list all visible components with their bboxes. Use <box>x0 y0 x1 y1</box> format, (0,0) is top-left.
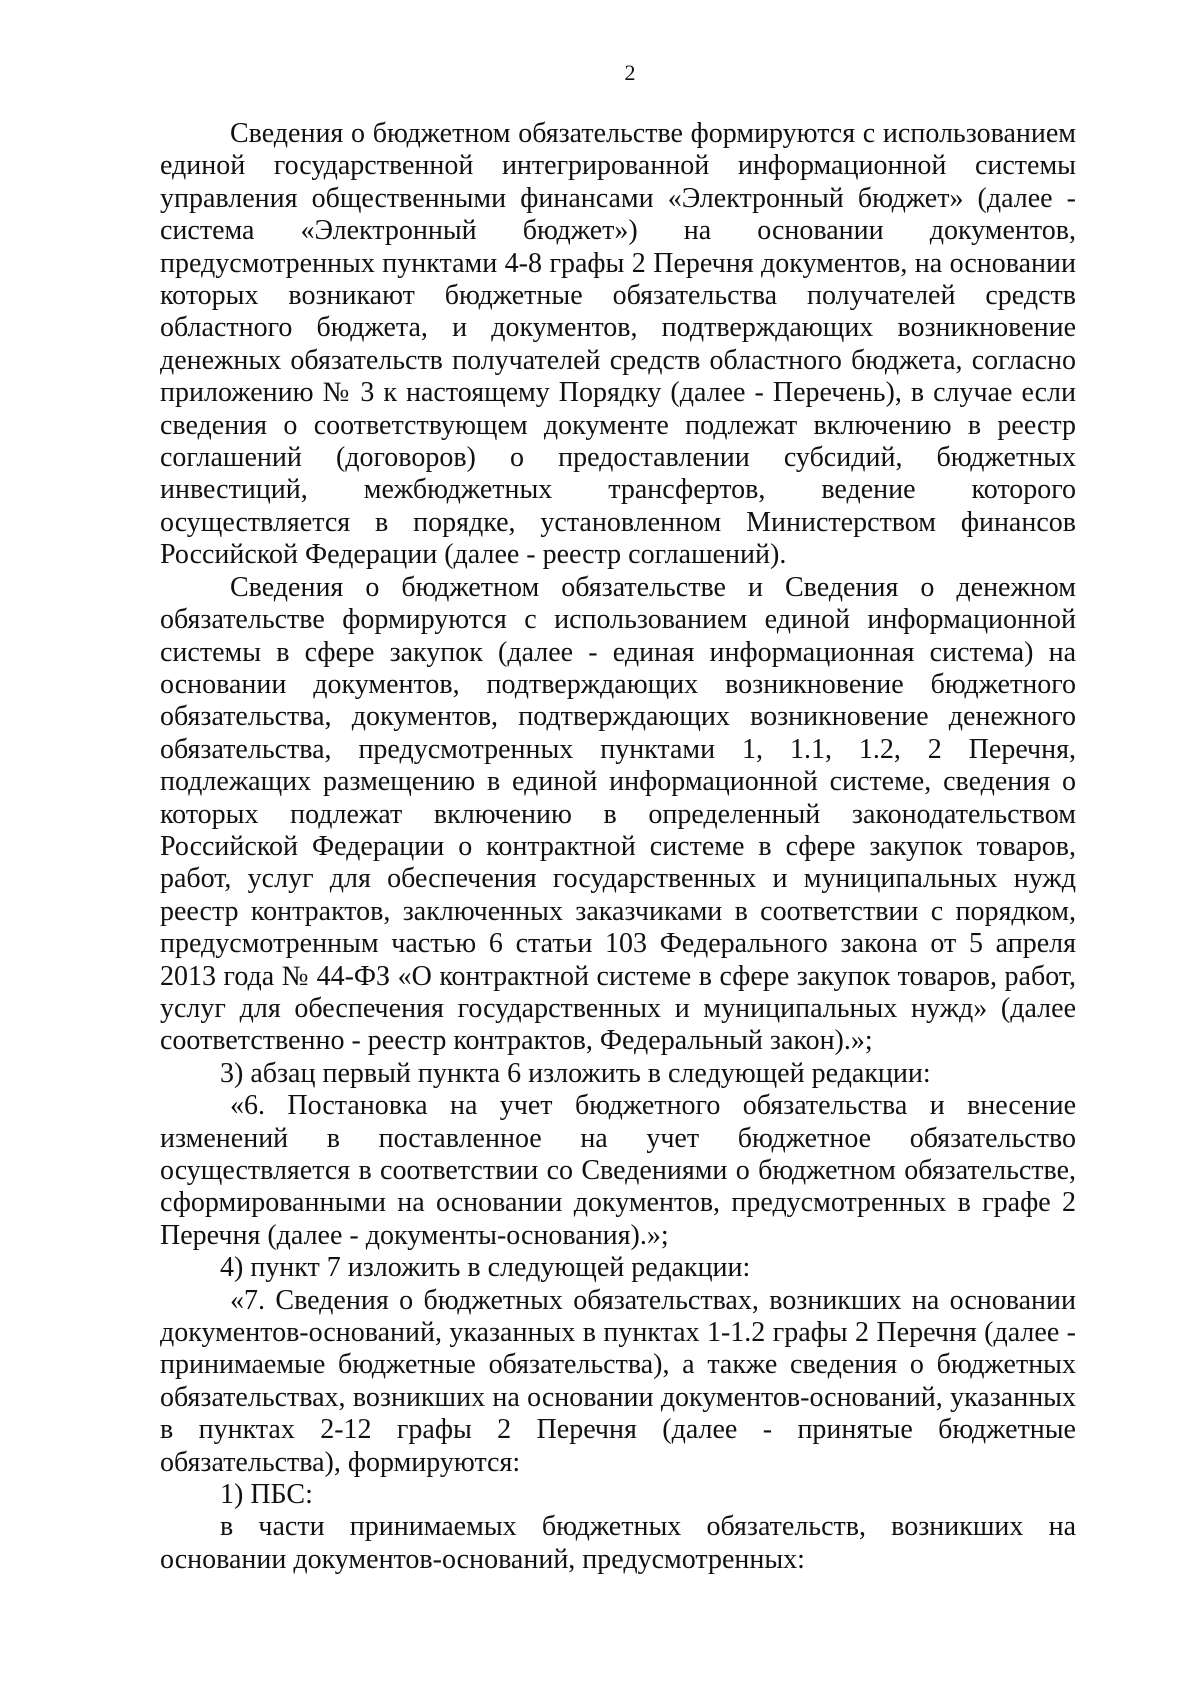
document-body <box>160 118 1076 1576</box>
paragraph-amendment-4: 4) пункт 7 изложить в следующей редакции: <box>220 1252 751 1284</box>
paragraph-pbs-part: в части принимаемых бюджетных обязательств, возникших на основании документов-оснований, предусмотренных: <box>160 1511 1076 1575</box>
paragraph-monetary-obligation-info: Сведения о бюджетном обязательстве и Сведения о денежном обязательстве формируются с использованием единой информационной системы в сфере закупок (далее - единая информационная система) на основании документов, подтверждающих возникновение бюджетного обязательства, документов, подтверждающих возникновение денежного обязательства, предусмотренных пунктами 1, 1.1, 1.2, 2 Перечня, подлежащих размещению в единой информационной системе, сведения о которых подлежат включению в определенный законодательством Российской Федерации о контрактной системе в сфере закупок товаров, работ, услуг для обеспечения государственных и муниципальных нужд реестр контрактов, заключенных заказчиками в соответствии с порядком, предусмотренным частью 6 статьи 103 Федерального закона от 5 апреля 2013 года № 44-ФЗ «О контрактной системе в сфере закупок товаров, работ, услуг для обеспечения государственных и муниципальных нужд» (далее соответственно - реестр контрактов, Федеральный закон).»; <box>160 571 1076 1057</box>
paragraph-item-7: «7. Сведения о бюджетных обязательствах, возникших на основании документов-оснований, указанных в пунктах 1-1.2 графы 2 Перечня (далее - принимаемые бюджетные обязательства), а также сведения о бюджетных обязательствах, возникших на основании документов-оснований, указанных в пунктах 2-12 графы 2 Перечня (далее - принятые бюджетные обязательства), формируются: <box>160 1284 1076 1478</box>
paragraph-item-6: «6. Постановка на учет бюджетного обязательства и внесение изменений в поставленное на учет бюджетное обязательство осуществляется в соответствии со Сведениями о бюджетном обязательстве, сформированными на основании документов, предусмотренных в графе 2 Перечня (далее - документы-основания).»; <box>160 1090 1076 1251</box>
paragraph-subitem-pbs: 1) ПБС: <box>220 1479 313 1511</box>
paragraph-budget-obligation-info: Сведения о бюджетном обязательстве формируются с использованием единой государственной интегрированной информационной системы управления общественными финансами «Электронный бюджет» (далее - система «Электронный бюджет») на основании документов, предусмотренных пунктами 4-8 графы 2 Перечня документов, на основании которых возникают бюджетные обязательства получателей средств областного бюджета, и документов, подтверждающих возникновение денежных обязательств получателей средств областного бюджета, согласно приложению № 3 к настоящему Порядку (далее - Перечень), в случае если сведения о соответствующем документе подлежат включению в реестр соглашений (договоров) о предоставлении субсидий, бюджетных инвестиций, межбюджетных трансфертов, ведение которого осуществляется в порядке, установленном Министерством финансов Российской Федерации (далее - реестр соглашений). <box>160 118 1076 571</box>
page-number: 2 <box>624 60 636 85</box>
paragraph-amendment-3: 3) абзац первый пункта 6 изложить в следующей редакции: <box>220 1057 931 1089</box>
